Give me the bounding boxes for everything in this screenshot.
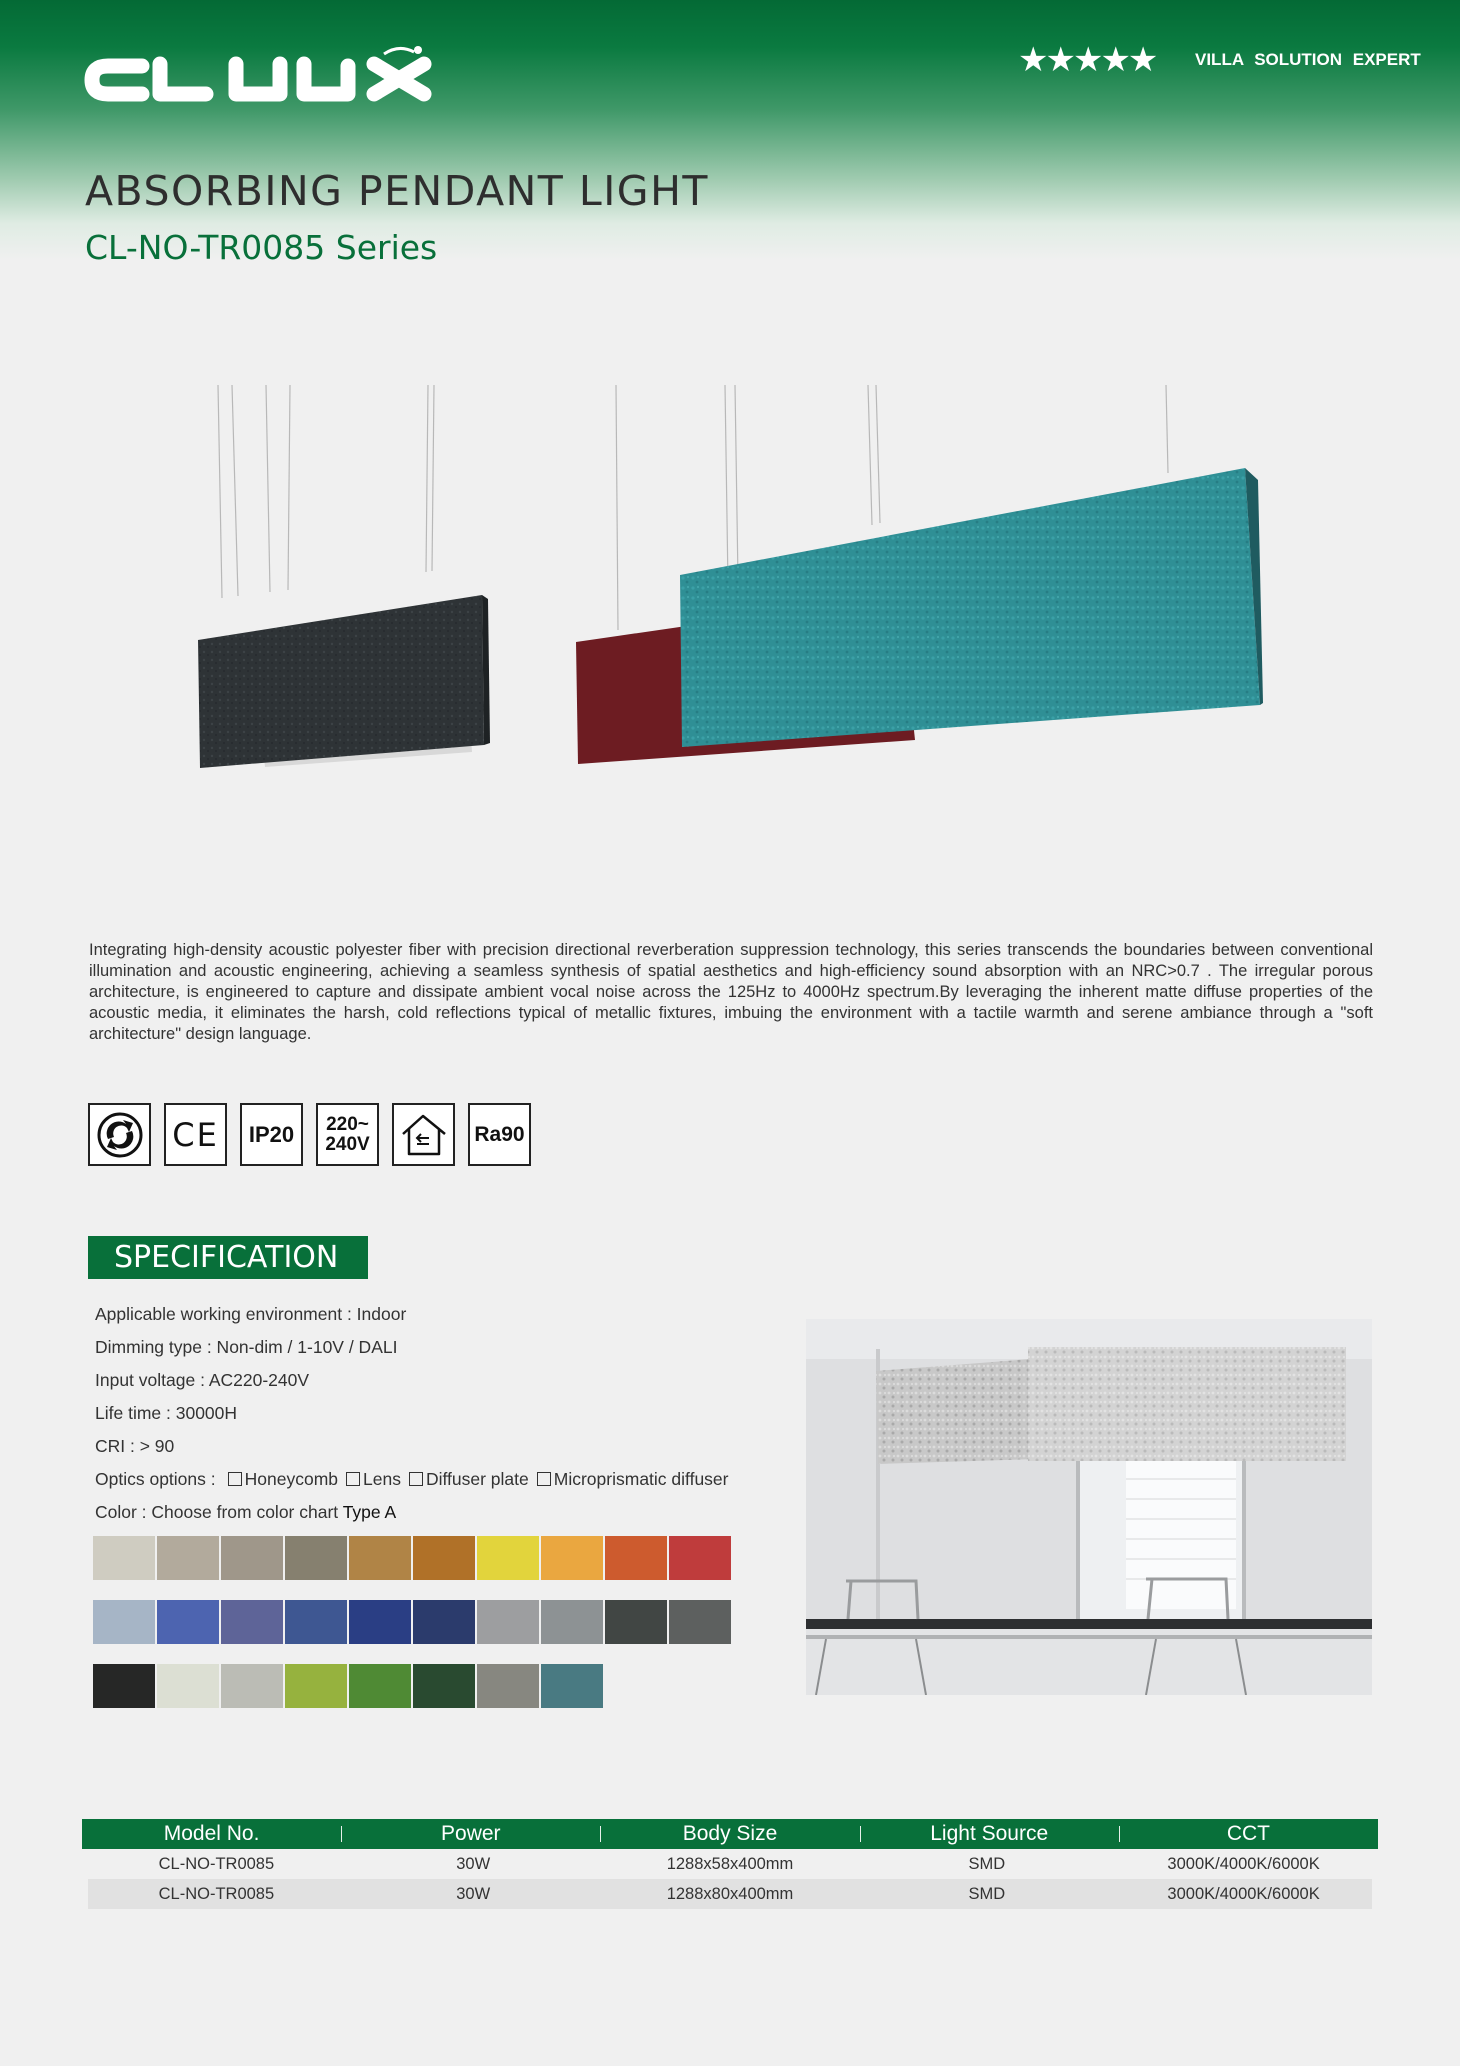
table-header <box>82 1819 1378 1849</box>
series-title: CL-NO-TR0085 Series <box>85 228 438 267</box>
color-swatch <box>541 1664 603 1708</box>
ce-label: CE <box>172 1115 219 1154</box>
color-swatch <box>541 1536 603 1580</box>
cell-power: 30W <box>456 1854 491 1873</box>
optics-checkbox-honeycomb[interactable] <box>228 1472 242 1486</box>
col-power: Power <box>341 1822 600 1846</box>
cell-model: CL-NO-TR0085 <box>158 1854 275 1873</box>
recycle-icon <box>88 1103 151 1166</box>
color-swatch <box>93 1664 155 1708</box>
table-row <box>88 1879 1372 1909</box>
cell-body-size: 1288x80x400mm <box>666 1884 794 1903</box>
ip-rating-badge <box>240 1103 303 1166</box>
spec-optics <box>95 1466 728 1499</box>
color-swatch <box>221 1664 283 1708</box>
optics-checkbox-lens[interactable] <box>346 1472 360 1486</box>
color-swatch <box>285 1536 347 1580</box>
color-swatch <box>221 1600 283 1644</box>
spec-life: Life time : 30000H <box>95 1403 238 1423</box>
spec-voltage: Input voltage : AC220-240V <box>95 1370 310 1390</box>
col-light-source: Light Source <box>860 1822 1119 1846</box>
color-swatch <box>285 1600 347 1644</box>
rating-stars: ★★★★★ <box>1018 40 1156 80</box>
color-swatch <box>285 1664 347 1708</box>
certification-icons <box>88 1103 531 1166</box>
color-swatch <box>413 1664 475 1708</box>
cell-power: 30W <box>456 1884 491 1903</box>
col-cct: CCT <box>1119 1822 1378 1846</box>
cell-cct: 3000K/4000K/6000K <box>1167 1884 1320 1903</box>
specification-heading: SPECIFICATION <box>88 1236 368 1279</box>
model-table <box>82 1819 1378 1909</box>
product-image <box>170 385 1280 800</box>
color-swatch <box>413 1536 475 1580</box>
color-swatch <box>541 1600 603 1644</box>
spec-cri: CRI : > 90 <box>95 1436 175 1456</box>
specification-list <box>95 1301 728 1532</box>
voltage-line-2: 240V <box>325 1133 370 1155</box>
voltage-line-1: 220~ <box>326 1113 369 1135</box>
ra-label: Ra90 <box>474 1122 525 1146</box>
col-model: Model No. <box>163 1822 260 1845</box>
table-row <box>88 1849 1372 1879</box>
brand-tagline: VILLA SOLUTION EXPERT <box>1195 50 1421 69</box>
color-swatch <box>669 1536 731 1580</box>
color-swatch <box>605 1600 667 1644</box>
optics-option-microprismatic: Microprismatic diffuser <box>553 1469 729 1489</box>
ce-mark-icon <box>164 1103 227 1166</box>
optics-option-lens: Lens <box>363 1469 401 1489</box>
color-swatch <box>157 1600 219 1644</box>
color-swatch <box>477 1536 539 1580</box>
optics-checkbox-diffuser[interactable] <box>409 1472 423 1486</box>
color-swatch <box>605 1536 667 1580</box>
color-swatch <box>221 1536 283 1580</box>
optics-checkbox-microprismatic[interactable] <box>537 1472 551 1486</box>
color-label: Color : Choose from color chart <box>95 1502 343 1522</box>
col-body-size: Body Size <box>600 1822 859 1846</box>
color-row-2 <box>93 1600 733 1644</box>
color-swatch <box>477 1600 539 1644</box>
color-swatch <box>93 1536 155 1580</box>
spec-color <box>95 1499 728 1532</box>
color-swatch <box>349 1600 411 1644</box>
color-swatch <box>413 1600 475 1644</box>
page-title: ABSORBING PENDANT LIGHT <box>85 167 709 215</box>
color-row-3 <box>93 1664 733 1708</box>
cell-model: CL-NO-TR0085 <box>158 1884 275 1903</box>
color-swatch <box>669 1600 731 1644</box>
color-swatch <box>349 1664 411 1708</box>
spec-environment: Applicable working environment : Indoor <box>95 1304 407 1324</box>
ra-badge <box>468 1103 531 1166</box>
application-photo <box>806 1319 1372 1695</box>
color-swatch <box>93 1600 155 1644</box>
cell-body-size: 1288x58x400mm <box>666 1854 794 1873</box>
color-swatch <box>477 1664 539 1708</box>
header-band <box>0 0 1460 260</box>
color-swatch <box>157 1536 219 1580</box>
color-type: Type A <box>342 1502 397 1522</box>
optics-option-honeycomb: Honeycomb <box>244 1469 339 1489</box>
ip-rating-label: IP20 <box>248 1121 295 1147</box>
voltage-badge <box>316 1103 379 1166</box>
cell-cct: 3000K/4000K/6000K <box>1167 1854 1320 1873</box>
product-description: Integrating high-density acoustic polyester fiber with precision directional reverberation suppression technology, this series transcends the boundaries between conventional illumination and acoustic engineering, achieving a seamless synthesis of spatial aesthetics and high-efficiency sound absorption with an NRC>0.7 . The irregular porous architecture, is engineered to capture and dissipate ambient vocal noise across the 125Hz to 4000Hz spectrum.By leveraging the inherent matte diffuse properties of the acoustic media, it eliminates the harsh, cold reflections typical of metallic fixtures, imbuing the environment with a tactile warmth and serene ambiance through a "soft architecture" design language. <box>89 941 1373 1043</box>
optics-option-diffuser: Diffuser plate <box>425 1469 529 1489</box>
color-row-1 <box>93 1536 733 1580</box>
color-chart <box>93 1536 733 1728</box>
color-swatch <box>157 1664 219 1708</box>
indoor-house-icon <box>392 1103 455 1166</box>
cell-light-source: SMD <box>968 1884 1006 1903</box>
brand-logo <box>84 44 444 109</box>
color-swatch <box>349 1536 411 1580</box>
optics-label: Optics options : <box>95 1469 216 1489</box>
cell-light-source: SMD <box>968 1854 1006 1873</box>
spec-dimming: Dimming type : Non-dim / 1-10V / DALI <box>95 1337 398 1357</box>
